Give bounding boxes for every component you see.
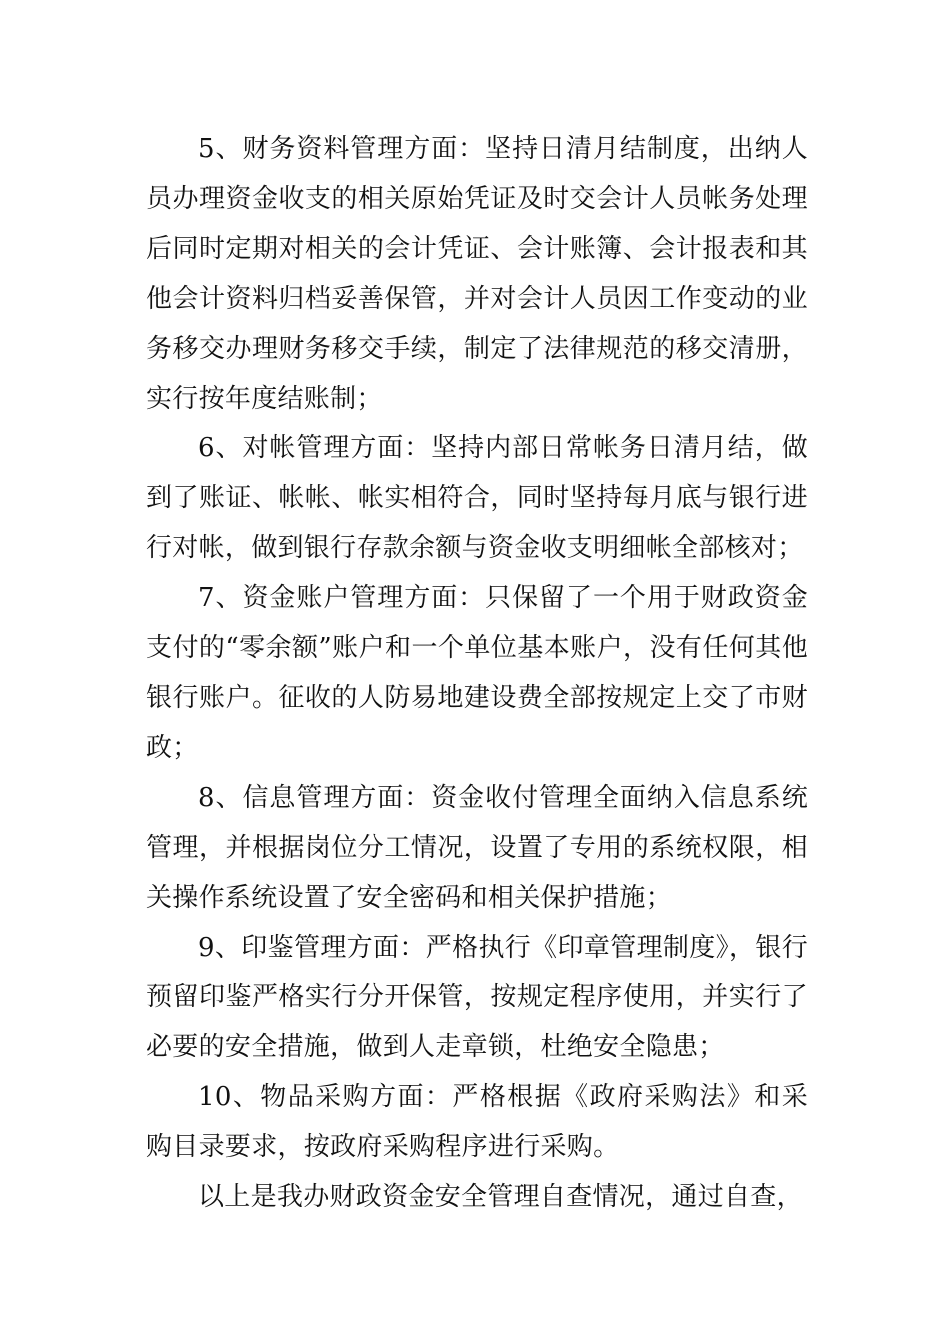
document-body (146, 125, 808, 1223)
paragraph-procurement: 10、物品采购方面：严格根据《政府采购法》和采购目录要求，按政府采购程序进行采购。 (146, 1082, 808, 1163)
paragraph-conclusion: 以上是我办财政资金安全管理自查情况，通过自查， (198, 1182, 803, 1213)
paragraph-seal-management: 9、印鉴管理方面：严格执行《印章管理制度》，银行预留印鉴严格实行分开保管，按规定程序使用，并实行了必要的安全措施，做到人走章锁，杜绝安全隐患； (146, 932, 808, 1063)
paragraph-account-reconciliation: 6、对帐管理方面：坚持内部日常帐务日清月结，做到了账证、帐帐、帐实相符合，同时坚持每月底与银行进行对帐，做到银行存款余额与资金收支明细帐全部核对； (146, 433, 808, 564)
paragraph-information-management: 8、信息管理方面：资金收付管理全面纳入信息系统管理，并根据岗位分工情况，设置了专用的系统权限，相关操作系统设置了安全密码和相关保护措施； (146, 782, 808, 913)
paragraph-fund-accounts: 7、资金账户管理方面：只保留了一个用于财政资金支付的“零余额”账户和一个单位基本账户，没有任何其他银行账户。征收的人防易地建设费全部按规定上交了市财政； (146, 583, 808, 763)
paragraph-financial-records: 5、财务资料管理方面：坚持日清月结制度，出纳人员办理资金收支的相关原始凭证及时交会计人员帐务处理后同时定期对相关的会计凭证、会计账簿、会计报表和其他会计资料归档妥善保管，并对会计人员因工作变动的业务移交办理财务移交手续，制定了法律规范的移交清册，实行按年度结账制； (146, 134, 808, 414)
